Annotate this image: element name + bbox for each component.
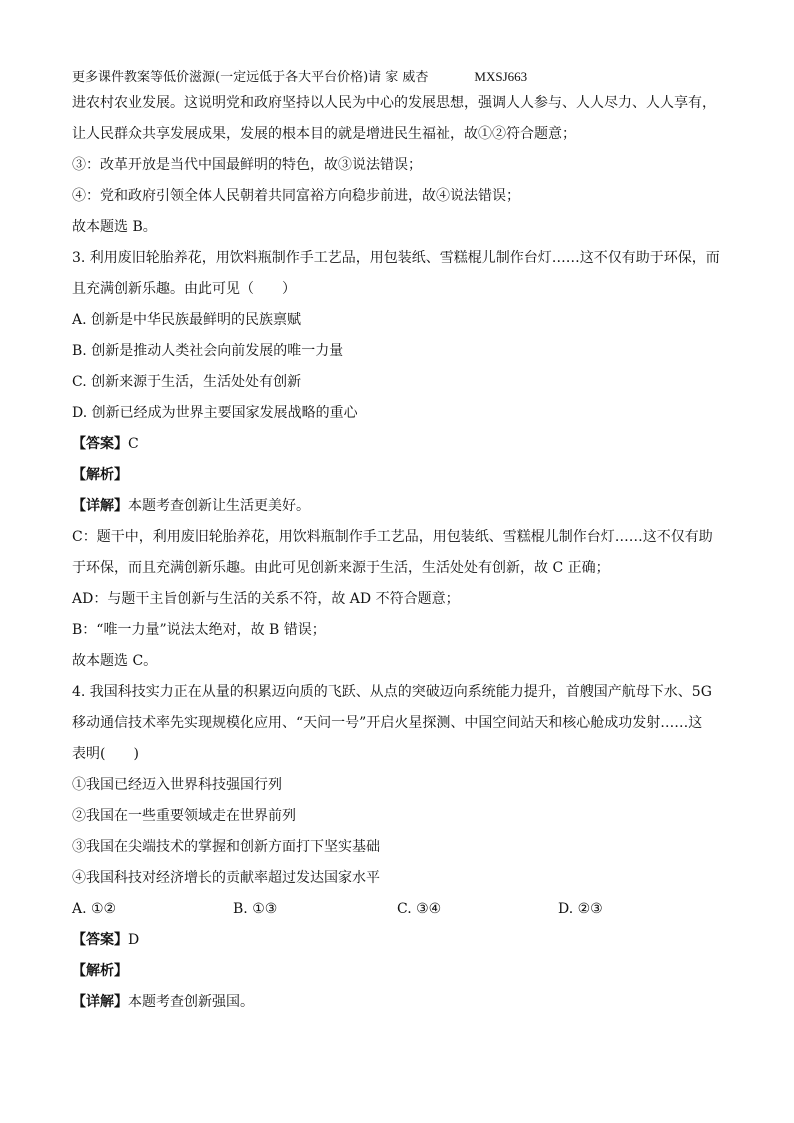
document-page: [72, 66, 722, 1022]
question-4-option-b: B. ①③: [233, 901, 278, 917]
question-4-statement: ②我国在一些重要领域走在世界前列: [72, 808, 296, 824]
explanation-line: B：“唯一力量”说法太绝对，故 B 错误；: [72, 622, 326, 638]
question-4-option-c: C. ③④: [397, 901, 442, 917]
question-4-statement: ④我国科技对经济增长的贡献率超过发达国家水平: [72, 870, 380, 886]
header-text: 更多课件教案等低价滋源(一定远低于各大平台价格)请 家 威杏: [72, 70, 429, 85]
text-line: ③：改革开放是当代中国最鲜明的特色，故③说法错误；: [72, 157, 422, 173]
text-line: 故本题选 B。: [72, 219, 157, 235]
analysis-tag: 【解析】: [72, 963, 128, 979]
detail-tag: 【详解】: [72, 498, 128, 514]
question-4-options: [72, 898, 722, 929]
answer-value: C: [128, 436, 139, 452]
question-4-option-d: D. ②③: [558, 901, 603, 917]
text-line: ④：党和政府引领全体人民朝着共同富裕方向稳步前进，故④说法错误；: [72, 188, 520, 204]
header-code: MXSJ663: [474, 69, 528, 84]
question-3-stem: 且充满创新乐趣。由此可见（ ）: [72, 281, 296, 297]
question-4-stem: 移动通信技术率先实现规模化应用、“天问一号”开启火星探测、中国空间站天和核心舱成功发射……这: [72, 715, 703, 731]
question-3-analysis: [72, 464, 722, 495]
question-4-detail: [72, 991, 722, 1022]
detail-tag: 【详解】: [72, 994, 128, 1010]
question-4-statement: ③我国在尖端技术的掌握和创新方面打下坚实基础: [72, 839, 380, 855]
answer-value: D: [128, 932, 140, 948]
explanation-line: 故本题选 C。: [72, 653, 158, 669]
text-line: 让人民群众共享发展成果，发展的根本目的就是增进民生福祉，故①②符合题意；: [72, 126, 576, 142]
question-4-stem: 表明( ): [72, 746, 139, 762]
question-4-option-a: A. ①②: [72, 901, 117, 917]
question-3-option-a: A. 创新是中华民族最鲜明的民族禀赋: [72, 312, 302, 328]
question-4-statement: ①我国已经迈入世界科技强国行列: [72, 777, 282, 793]
question-3-detail: [72, 495, 722, 526]
question-4-analysis: [72, 960, 722, 991]
question-3-answer: [72, 433, 722, 464]
question-3-option-d: D. 创新已经成为世界主要国家发展战略的重心: [72, 405, 358, 421]
answer-tag: 【答案】: [72, 436, 128, 452]
answer-tag: 【答案】: [72, 932, 128, 948]
question-3-stem: 3. 利用废旧轮胎养花，用饮料瓶制作手工艺品，用包装纸、雪糕棍儿制作台灯……这不仅有助于环保，而: [72, 250, 720, 266]
text-line: 进农村农业发展。这说明党和政府坚持以人民为中心的发展思想，强调人人参与、人人尽力、人人享有，: [72, 95, 716, 111]
explanation-line: C：题干中，利用废旧轮胎养花，用饮料瓶制作手工艺品，用包装纸、雪糕棍儿制作台灯……这不仅有助: [72, 529, 713, 545]
page-header: [72, 66, 722, 92]
explanation-line: AD：与题干主旨创新与生活的关系不符，故 AD 不符合题意；: [72, 591, 460, 607]
detail-text: 本题考查创新强国。: [128, 994, 254, 1010]
question-4-stem: 4. 我国科技实力正在从量的积累迈向质的飞跃、从点的突破迈向系统能力提升，首艘国产航母下水、5G: [72, 684, 712, 700]
question-3-option-c: C. 创新来源于生活，生活处处有创新: [72, 374, 302, 390]
question-4-answer: [72, 929, 722, 960]
detail-text: 本题考查创新让生活更美好。: [128, 498, 310, 514]
question-3-option-b: B. 创新是推动人类社会向前发展的唯一力量: [72, 343, 344, 359]
analysis-tag: 【解析】: [72, 467, 128, 483]
explanation-line: 于环保，而且充满创新乐趣。由此可见创新来源于生活，生活处处有创新，故 C 正确；: [72, 560, 610, 576]
